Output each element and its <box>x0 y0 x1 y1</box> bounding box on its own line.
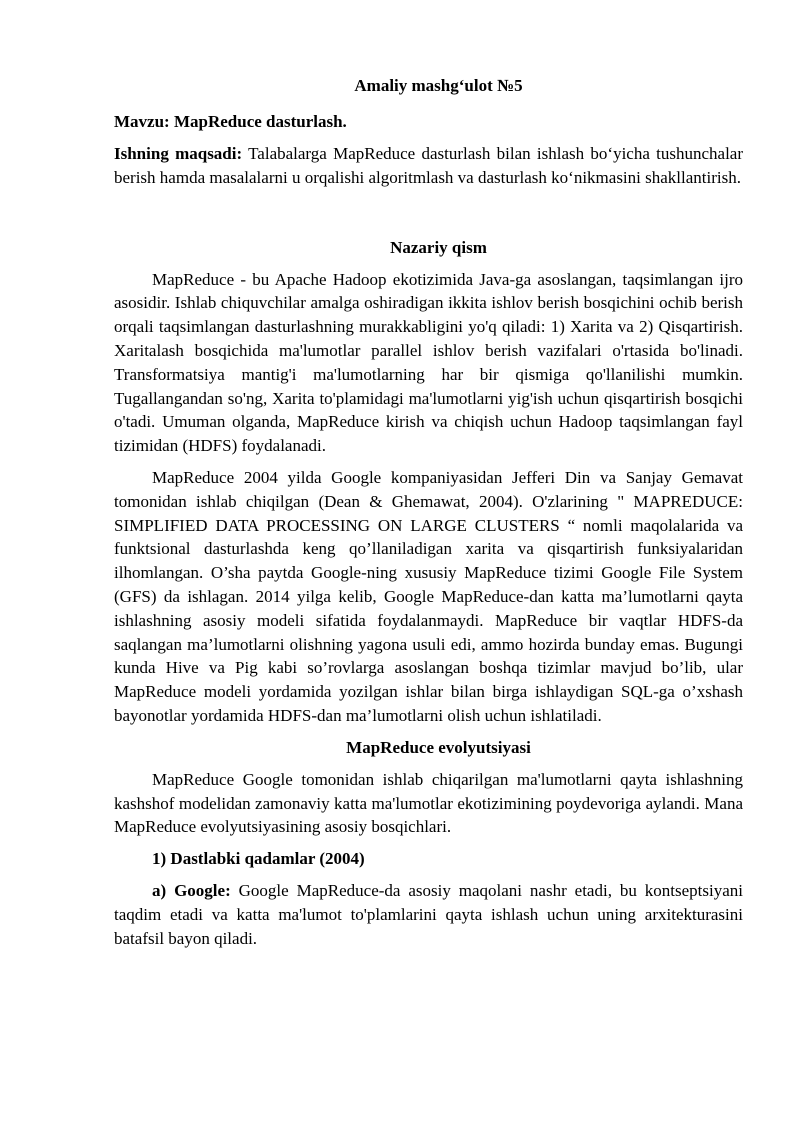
stage-1a-paragraph <box>114 879 743 950</box>
theory-heading: Nazariy qism <box>390 237 487 257</box>
document-title: Amaliy mashg‘ulot №5 <box>354 76 523 95</box>
goal-label: Ishning maqsadi: <box>114 144 243 163</box>
goal-paragraph <box>114 142 743 190</box>
goal-text: Talabalarga MapReduce dasturlash bilan ishlash bo‘yicha tushunchalar berish hamda masalalarni u orqalishi algoritmlash va dasturlash ko‘nikmasini shakllantirish. <box>114 144 743 187</box>
stage-1a-label: a) Google: <box>152 881 231 901</box>
spacer <box>114 198 743 236</box>
stage-1-heading: 1) Dastlabki qadamlar (2004) <box>152 849 365 869</box>
theory-paragraph-2: MapReduce 2004 yilda Google kompaniyasidan Jefferi Din va Sanjay Gemavat tomonidan ishlab chiqilgan (Dean & Ghemawat, 2004). O'zlarining " MAPREDUCE: SIMPLIFIED DATA PROCESSING ON LARGE CLUSTERS “ nomli maqolalarida va funktsional dasturlashda keng qo’llaniladigan xarita va qisqartirish funksiyalaridan ilhomlangan. O’sha paytda Google-ning xususiy MapReduce tizimi Google File System (GFS) da ishlagan. 2014 yilga kelib, Google MapReduce-dan katta ma’lumotlarni qayta ishlashning asosiy modeli sifatida foydalanmaydi. MapReduce bir vaqtlar HDFS-da saqlangan ma’lumotlarni olishning yagona usuli edi, ammo hozirda bunday emas. Bugungi kunda Hive va Pig kabi so’rovlarga asoslangan boshqa tizimlar mavjud bo’lib, ular MapReduce modeli yordamida yozilgan ishlar bilan birga ishlaydigan SQL-ga o’xshash bayonotlar yordamida HDFS-dan ma’lumotlarni olish uchun ishlatiladi. <box>114 467 743 725</box>
theory-paragraph-1: MapReduce - bu Apache Hadoop ekotizimida Java-ga asoslangan, taqsimlangan ijro asosidir. Ishlab chiquvchilar amalga oshiradigan ikkita ishlov berish bosqichini ochib berish orqali taqsimlangan dasturlashning murakkabligini yo'q qiladi: 1) Xarita va 2) Qisqartirish. Xaritalash bosqichida ma'lumotlar parallel ishlov berish vazifalari o'rtasida bo'linadi. Transformatsiya mantig'i ma'lumotlarning har bir qismiga qo'llanilishi mumkin. Tugallangandan so'ng, Xarita to'plamidagi ma'lumotlarni yig'ish uchun qisqartirish bosqichi o'tadi. Umuman olganda, MapReduce kirish va chiqish uchun Hadoop taqsimlangan fayl tizimidan (HDFS) foydalanadi. <box>114 269 743 456</box>
stage-1a-text: Google MapReduce-da asosiy maqolani nashr etadi, bu kontseptsiyani taqdim etadi va katta ma'lumot to'plamlarini qayta ishlash uchun uning arxitekturasini batafsil bayon qiladi. <box>114 881 743 948</box>
evolution-paragraph-1: MapReduce Google tomonidan ishlab chiqarilgan ma'lumotlarni qayta ishlashning kashshof modelidan zamonaviy katta ma'lumotlar ekotizimining poydevoriga aylandi. Mana MapReduce evolyutsiyasining asosiy bosqichlari. <box>114 769 743 837</box>
evolution-heading: MapReduce evolyutsiyasi <box>346 737 531 757</box>
subject-line: Mavzu: MapReduce dasturlash. <box>114 112 347 131</box>
